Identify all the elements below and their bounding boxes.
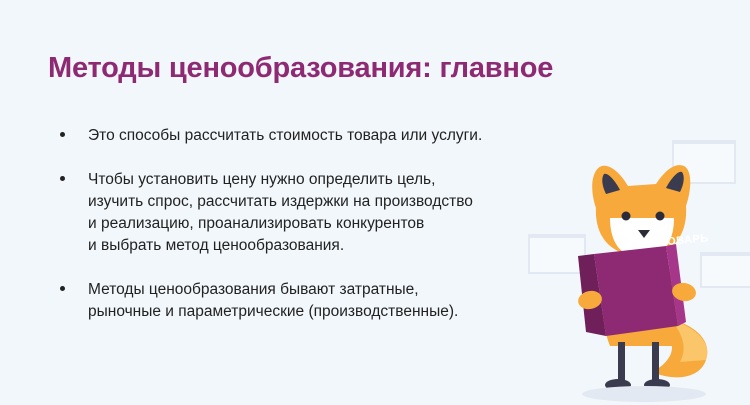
list-item: [48, 279, 588, 323]
list-item-line: изучить спрос, рассчитать издержки на производство: [88, 193, 473, 210]
bullet-dot-icon: [60, 176, 65, 181]
page-title: Методы ценообразования: главное: [48, 52, 554, 84]
list-item-line: Чтобы установить цену нужно определить цель,: [88, 171, 436, 188]
list-item: [48, 169, 588, 257]
list-item-line: и выбрать метод ценообразования.: [88, 237, 345, 254]
list-item-line: и реализацию, проанализировать конкурентов: [88, 215, 425, 232]
book-cover-text-line1: UNI-: [648, 218, 675, 233]
list-item-line: Методы ценообразования бывают затратные,: [88, 281, 419, 298]
bullet-list: [48, 125, 588, 345]
book-cover-text-line2: СЛОВАРЬ: [650, 231, 710, 249]
bullet-dot-icon: [60, 132, 65, 137]
bullet-dot-icon: [60, 286, 65, 291]
list-item-line: Это способы рассчитать стоимость товара или услуги.: [88, 127, 483, 144]
list-item: [48, 125, 588, 147]
list-item-line: рыночные и параметрические (производственные).: [88, 303, 459, 320]
fox-reading-book-illustration: [560, 150, 750, 405]
